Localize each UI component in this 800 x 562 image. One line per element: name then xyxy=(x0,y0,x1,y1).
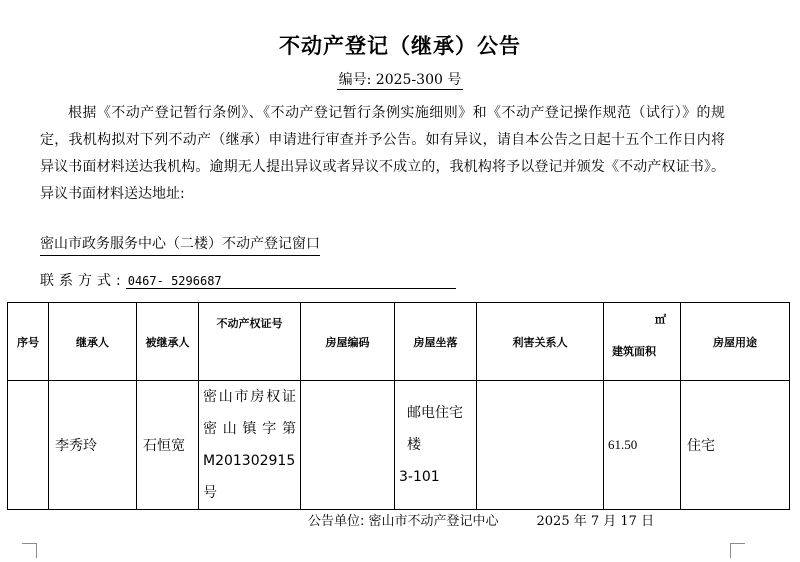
area-unit-label: ㎡ xyxy=(655,313,666,326)
cell-heir: 李秀玲 xyxy=(49,381,137,510)
cell-location xyxy=(395,381,477,510)
table-row xyxy=(8,381,790,510)
issuer: 公告单位: 密山市不动产登记中心 xyxy=(308,514,499,529)
header-interested-party: 利害关系人 xyxy=(477,303,604,381)
header-house-code: 房屋编码 xyxy=(301,303,395,381)
table-header-row xyxy=(8,303,790,381)
area-label: 建筑面积 xyxy=(612,345,656,358)
cert-line-3: M201302915 xyxy=(203,453,296,469)
cell-house-code xyxy=(301,381,395,510)
header-heir: 继承人 xyxy=(49,303,137,381)
cert-line-2: 密山镇字第 xyxy=(203,421,296,437)
cell-usage: 住宅 xyxy=(681,381,790,510)
cell-seq xyxy=(8,381,49,510)
cell-interested-party xyxy=(477,381,604,510)
issue-date: 2025 年 7 月 17 日 xyxy=(536,514,655,529)
header-location: 房屋坐落 xyxy=(395,303,477,381)
submission-address: 密山市政务服务中心（二楼）不动产登记窗口 xyxy=(40,233,320,256)
contact-line xyxy=(40,270,456,290)
notice-body: 根据《不动产登记暂行条例》、《不动产登记暂行条例实施细则》和《不动产登记操作规范（试行）》的规定，我机构拟对下列不动产（继承）申请进行审查并予公告。如有异议，请自本公告之日起十五个工作日内将异议书面材料送达我机构。逾期无人提出异议或者异议不成立的，我机构将予以登记并颁发《不动产权证书》。 异议书面材料送达地址: xyxy=(40,105,725,202)
header-cert-no: 不动产权证号 xyxy=(199,303,301,381)
header-area xyxy=(604,303,681,381)
header-decedent: 被继承人 xyxy=(137,303,199,381)
notice-title: 不动产登记（继承）公告 xyxy=(279,34,521,58)
contact-value: 0467- 5296687 xyxy=(126,274,456,289)
cell-area: 61.50 xyxy=(604,381,681,510)
doc-number xyxy=(0,69,800,89)
page-corner-mark-right xyxy=(730,543,745,558)
header-usage: 房屋用途 xyxy=(681,303,790,381)
inheritance-table xyxy=(7,302,790,510)
header-seq: 序号 xyxy=(8,303,49,381)
footer xyxy=(308,510,654,529)
page-corner-mark-left xyxy=(22,543,37,558)
cell-decedent: 石恒宽 xyxy=(137,381,199,510)
contact-label: 联系方式: xyxy=(40,273,126,289)
cell-cert-no xyxy=(199,381,301,510)
cert-line-4: 号 xyxy=(203,485,217,501)
cert-line-1: 密山市房权证 xyxy=(203,389,296,405)
location-line-2: 3-101 xyxy=(399,469,440,485)
location-line-1: 邮电住宅楼 xyxy=(407,405,463,453)
doc-number-text: 编号: 2025-300 号 xyxy=(338,72,462,88)
